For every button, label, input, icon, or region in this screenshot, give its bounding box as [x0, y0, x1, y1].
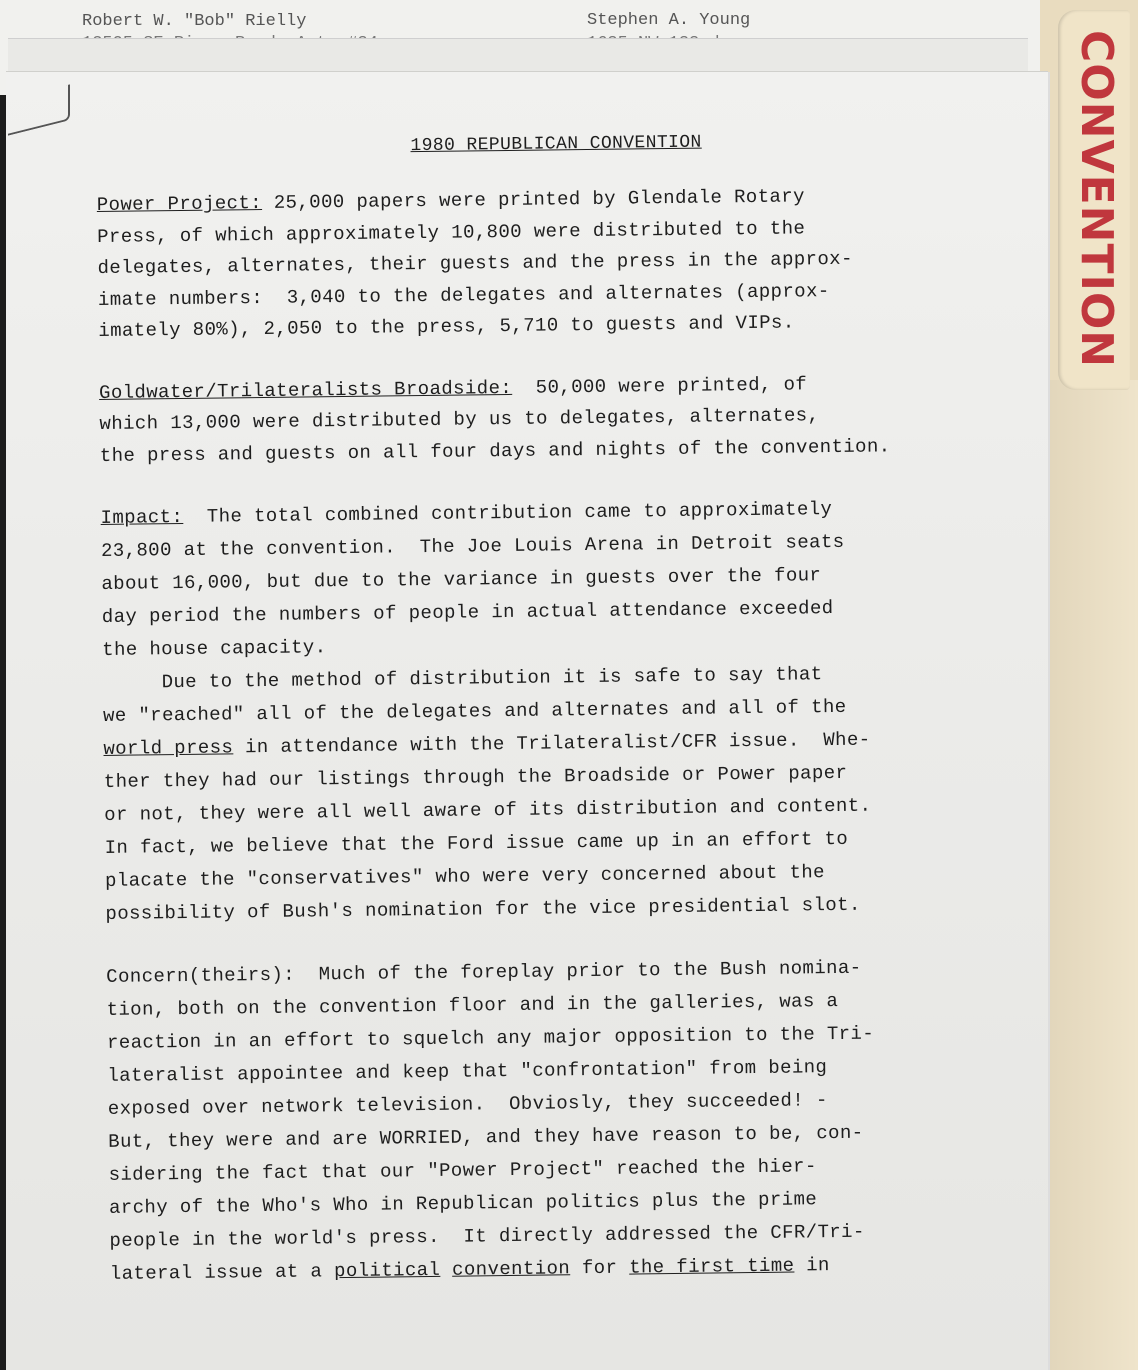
world-press-underline: world press	[103, 736, 234, 760]
label-left-name: Robert W. "Bob" Rielly	[82, 12, 307, 31]
label-right-name: Stephen A. Young	[587, 11, 751, 30]
goldwater-heading: Goldwater/Trilateralists Broadside:	[98, 376, 513, 404]
folder-tab-label: CONVENTION	[1071, 30, 1122, 369]
power-project-paragraph: Power Project: 25,000 papers were printed by Glendale Rotary Press, of which approximately 10,800 were distributed to the delegates, alternates, their guests and the press in the approx- imate numbers: 3,040 to the delegates and alternates (approx- imately 80%), 2,050 to the press, 5,710 to guests and VIPs.	[96, 185, 853, 342]
impact-heading: Impact:	[100, 505, 184, 529]
document-body	[96, 129, 990, 1291]
impact-paragraph: Impact: The total combined contribution came to approximately 23,800 at the convention. The Joe Louis Arena in Detroit seats about 16,000, but due to the variance in guests over the four day period the numbers of people in actual attendance exceeded the house capacity. Due to the method of distribution it is safe to say that we "reached" all of the delegates and alternates and all of the world press in attendance with the Trilateralist/CFR issue. Whe- ther they had our listings through the Broadside or Power paper or not, they were all well aware of its distribution and content. In fact, we believe that the Ford issue came up in an effort to placate the "conservatives" who were very concerned about the possibility of Bush's nomination for the vice presidential slot.	[100, 498, 872, 925]
power-project-heading: Power Project:	[96, 191, 263, 216]
document-title: 1980 REPUBLICAN CONVENTION	[410, 132, 702, 157]
goldwater-paragraph: Goldwater/Trilateralists Broadside: 50,000 were printed, of which 13,000 were distributed by us to delegates, alternates, the press and guests on all four days and nights of the convention.	[98, 372, 891, 467]
concern-heading: Concern(theirs):	[106, 963, 296, 988]
concern-paragraph: Concern(theirs): Much of the foreplay prior to the Bush nomina- tion, both on the convention floor and in the galleries, was a reaction in an effort to squelch any major opposition to the Tri- lateralist appointee and keep that "confrontation" from being exposed over network television. Obviosly, they succeeded! - But, they were and are WORRIED, and they have reason to be, con- sidering the fact that our "Power Project" reached the hier- archy of the Who's Who in Republican politics plus the prime people in the world's press. It directly addressed the CFR/Tri- lateral issue at a political convention for the first time in	[106, 956, 875, 1285]
